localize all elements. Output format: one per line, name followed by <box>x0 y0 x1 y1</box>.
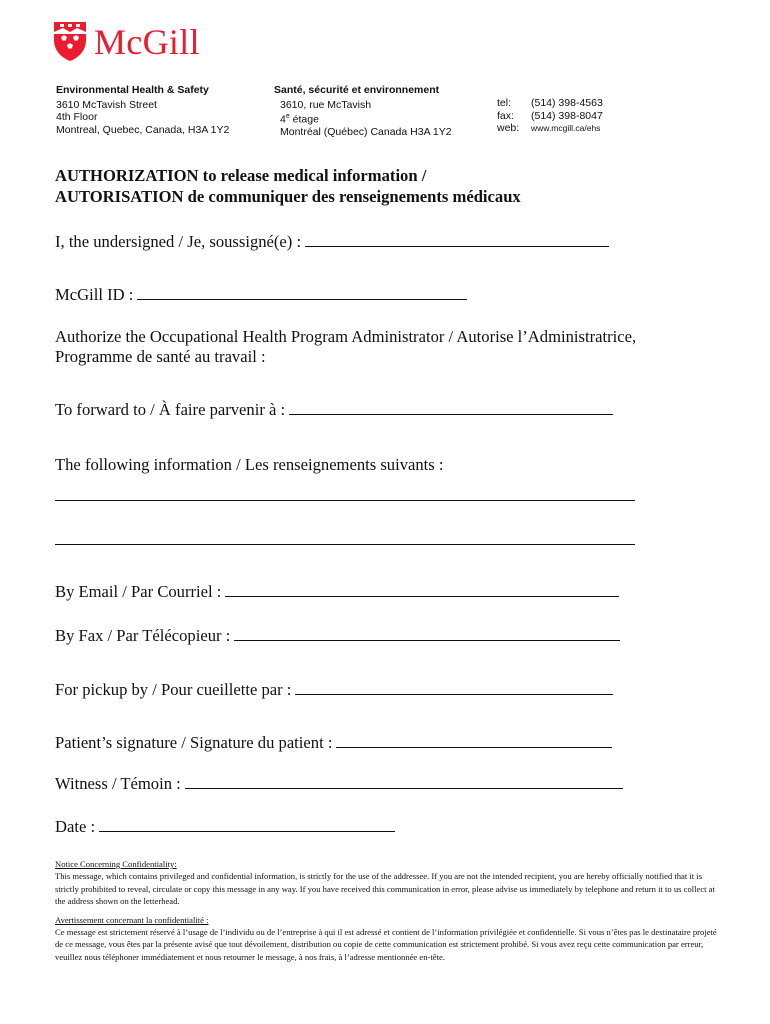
department-name-fr: Santé, sécurité et environnement <box>274 84 440 96</box>
undersigned-field <box>55 232 609 252</box>
forward-to-blank[interactable] <box>289 400 613 415</box>
document-title <box>55 166 735 207</box>
pickup-field <box>55 680 613 700</box>
date-field <box>55 817 395 837</box>
contact-info <box>497 97 737 135</box>
tel-value: (514) 398-4563 <box>531 97 603 109</box>
confidentiality-notice <box>55 858 725 969</box>
forward-to-label: To forward to / À faire parvenir à : <box>55 400 286 419</box>
address-line: 4e étage <box>280 113 319 126</box>
mcgill-id-label: McGill ID : <box>55 285 134 304</box>
authorize-text <box>55 327 636 367</box>
address-line: 3610 McTavish Street <box>56 98 157 111</box>
tel-label: tel: <box>497 97 512 109</box>
address-french <box>274 84 484 139</box>
witness-field <box>55 774 623 794</box>
date-blank[interactable] <box>99 817 395 832</box>
title-line-en: AUTHORIZATION to release medical information / <box>55 166 427 185</box>
mcgill-id-field <box>55 285 467 305</box>
authorize-line: Authorize the Occupational Health Program Administrator / Autorise l’Administratrice, <box>55 327 637 346</box>
fax-label: fax: <box>497 109 514 122</box>
signature-field <box>55 733 612 753</box>
following-information-label: The following information / Les renseignements suivants : <box>55 455 444 474</box>
authorize-line: Programme de santé au travail : <box>55 347 266 366</box>
web-label: web: <box>497 122 520 135</box>
forward-to-field <box>55 400 613 420</box>
information-blank-2[interactable] <box>55 544 635 545</box>
address-line: Montréal (Québec) Canada H3A 1Y2 <box>280 126 452 139</box>
fax-value: (514) 398-8047 <box>531 109 603 122</box>
date-label: Date : <box>55 817 96 836</box>
signature-label: Patient’s signature / Signature du patient : <box>55 733 333 752</box>
fax-label: By Fax / Par Télécopieur : <box>55 626 231 645</box>
mcgill-logo <box>52 20 222 66</box>
mcgill-wordmark: McGill <box>94 22 200 62</box>
pickup-blank[interactable] <box>295 680 613 695</box>
witness-label: Witness / Témoin : <box>55 774 181 793</box>
web-link[interactable]: www.mcgill.ca/ehs <box>531 123 601 134</box>
email-blank[interactable] <box>225 582 619 597</box>
mcgill-id-blank[interactable] <box>137 285 467 300</box>
address-line: Montreal, Quebec, Canada, H3A 1Y2 <box>56 123 230 136</box>
mcgill-crest-icon <box>52 20 88 62</box>
witness-blank[interactable] <box>185 774 623 789</box>
signature-blank[interactable] <box>336 733 612 748</box>
notice-title-fr: Avertissement concernant la confidentialité : <box>55 914 209 925</box>
notice-title-en: Notice Concerning Confidentiality: <box>55 859 177 869</box>
fax-blank[interactable] <box>234 626 620 641</box>
pickup-label: For pickup by / Pour cueillette par : <box>55 680 292 699</box>
email-field <box>55 582 619 602</box>
title-line-fr: AUTORISATION de communiquer des renseignements médicaux <box>55 186 521 206</box>
undersigned-label: I, the undersigned / Je, soussigné(e) : <box>55 232 302 251</box>
fax-field <box>55 626 620 646</box>
email-label: By Email / Par Courriel : <box>55 582 222 601</box>
undersigned-blank[interactable] <box>305 232 609 247</box>
notice-body-fr: Ce message est strictement réservé à l’usage de l’individu ou de l’entreprise à qui il est adressé et contient de l’information privilégiée et confidentielle. Si vous n’êtes pas le destinataire projeté de ce message, vous êtes par la présente avisé que tout dévoilement, distribution ou copie de cette communication est strictement prohibé. Si vous avez reçu cette communication par erreur, veuillez nous téléphoner immédiatement et nous retourner le message, à nos frais, à l’adresse mentionnée en-tête. <box>55 927 717 962</box>
department-name-en: Environmental Health & Safety <box>56 84 209 96</box>
address-english <box>56 84 266 136</box>
notice-body-en: This message, which contains privileged and confidential information, is strictly for the use of the addressee. If you are not the intended recipient, you are hereby officially notified that it is strictly prohibited to reveal, circulate or copy this message in any way. If you have received this communication in error, please advise us immediately by telephone and return it to us collect at the address shown on the letterhead. <box>55 871 715 907</box>
address-line: 4th Floor <box>56 111 98 124</box>
address-line: 3610, rue McTavish <box>280 98 372 111</box>
information-blank-1[interactable] <box>55 500 635 501</box>
